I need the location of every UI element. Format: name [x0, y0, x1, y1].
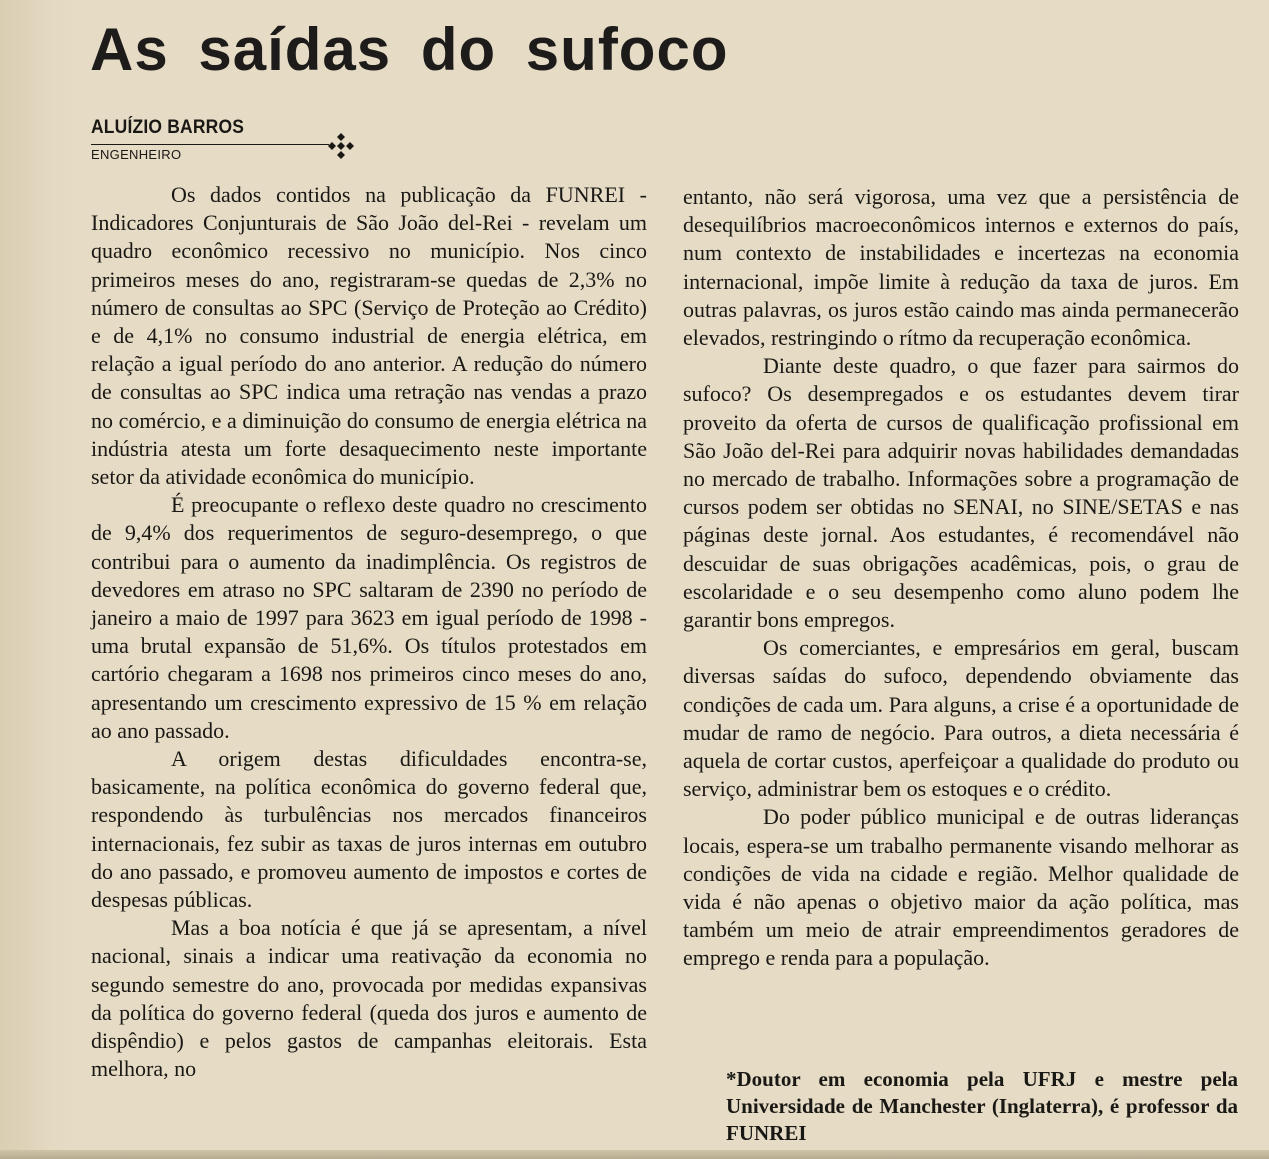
author-name: ALUÍZIO BARROS — [91, 117, 245, 138]
author-role: ENGENHEIRO — [91, 147, 182, 162]
author-footnote: *Doutor em economia pela UFRJ e mestre pela Universidade de Manchester (Inglaterra), é professor da FUNREI — [726, 1067, 1238, 1145]
page-bottom-edge — [0, 1150, 1269, 1159]
byline — [91, 116, 257, 162]
paragraph: Mas a boa notícia é que já se apresentam, a nível nacional, sinais a indicar uma reativação da economia no segundo semestre do ano, provocada por medidas expansivas da política do governo federal (queda dos juros e aumento de dispêndio) e pelos gastos de campanhas eleitorais. Esta melhora, no — [91, 915, 647, 1082]
diamond-cross-icon — [328, 133, 354, 159]
paragraph: Os comerciantes, e empresários em geral, buscam diversas saídas do sufoco, dependendo obviamente das condições de cada um. Para alguns, a crise é a oportunidade de mudar de ramo de negócio. Para outros, a dieta necessária é aquela de cortar custos, aperfeiçoar a qualidade do produto ou serviço, administrar bem os estoques e o crédito. — [683, 635, 1239, 802]
paragraph: É preocupante o reflexo deste quadro no crescimento de 9,4% dos requerimentos de seguro-desemprego, o que contribui para o aumento da inadimplência. Os registros de devedores em atraso no SPC saltaram de 2390 no período de janeiro a maio de 1997 para 3623 em igual período de 1998 - uma brutal expansão de 51,6%. Os títulos protestados em cartório chegaram a 1698 nos primeiros cinco meses do ano, apresentando um crescimento expressivo de 15 % em relação ao ano passado. — [91, 492, 647, 743]
article-column-left — [91, 181, 647, 1084]
article-column-right — [683, 183, 1239, 973]
paragraph: A origem destas dificuldades encontra-se, basicamente, na política econômica do governo federal que, respondendo às turbulências nos mercados financeiros internacionais, fez subir as taxas de juros internas em outubro do ano passado, e promoveu aumento de impostos e cortes de despesas públicas. — [91, 746, 647, 913]
paragraph: Diante deste quadro, o que fazer para sairmos do sufoco? Os desempregados e os estudantes devem tirar proveito da oferta de cursos de qualificação profissional em São João del-Rei para adquirir novas habilidades demandadas no mercado de trabalho. Informações sobre a programação de cursos podem ser obtidas no SENAI, no SINE/SETAS e nas páginas deste jornal. Aos estudantes, é recomendável não descuidar de suas obrigações acadêmicas, pois, o grau de escolaridade e o seu desempenho como aluno podem lhe garantir bons empregos. — [683, 353, 1239, 633]
paragraph: entanto, não será vigorosa, uma vez que a persistência de desequilíbrios macroeconômicos internos e externos do país, num contexto de instabilidades e incertezas na economia internacional, impõe limite à redução da taxa de juros. Em outras palavras, os juros estão caindo mas ainda permanecerão elevados, restringindo o rítmo da recuperação econômica. — [683, 184, 1239, 351]
byline-rule — [91, 144, 329, 145]
paragraph: Os dados contidos na publicação da FUNREI - Indicadores Conjunturais de São João del-Rei - revelam um quadro econômico recessivo no município. Nos cinco primeiros meses do ano, registraram-se quedas de 2,3% no número de consultas ao SPC (Serviço de Proteção ao Crédito) e de 4,1% no consumo industrial de energia elétrica, em relação a igual período do ano anterior. A redução do número de consultas ao SPC indica uma retração nas vendas a prazo no comércio, e a diminuição do consumo de energia elétrica na indústria atesta um forte desaquecimento neste importante setor da atividade econômica do município. — [91, 182, 647, 490]
paragraph: Do poder público municipal e de outras lideranças locais, espera-se um trabalho permanente visando melhorar as condições de vida na cidade e região. Melhor qualidade de vida é não apenas o objetivo maior da ação política, mas também um meio de atrair empreendimentos geradores de emprego e renda para a população. — [683, 804, 1239, 971]
paper-edge-shadow — [0, 0, 78, 1159]
article-headline: As saídas do sufoco — [90, 16, 729, 83]
